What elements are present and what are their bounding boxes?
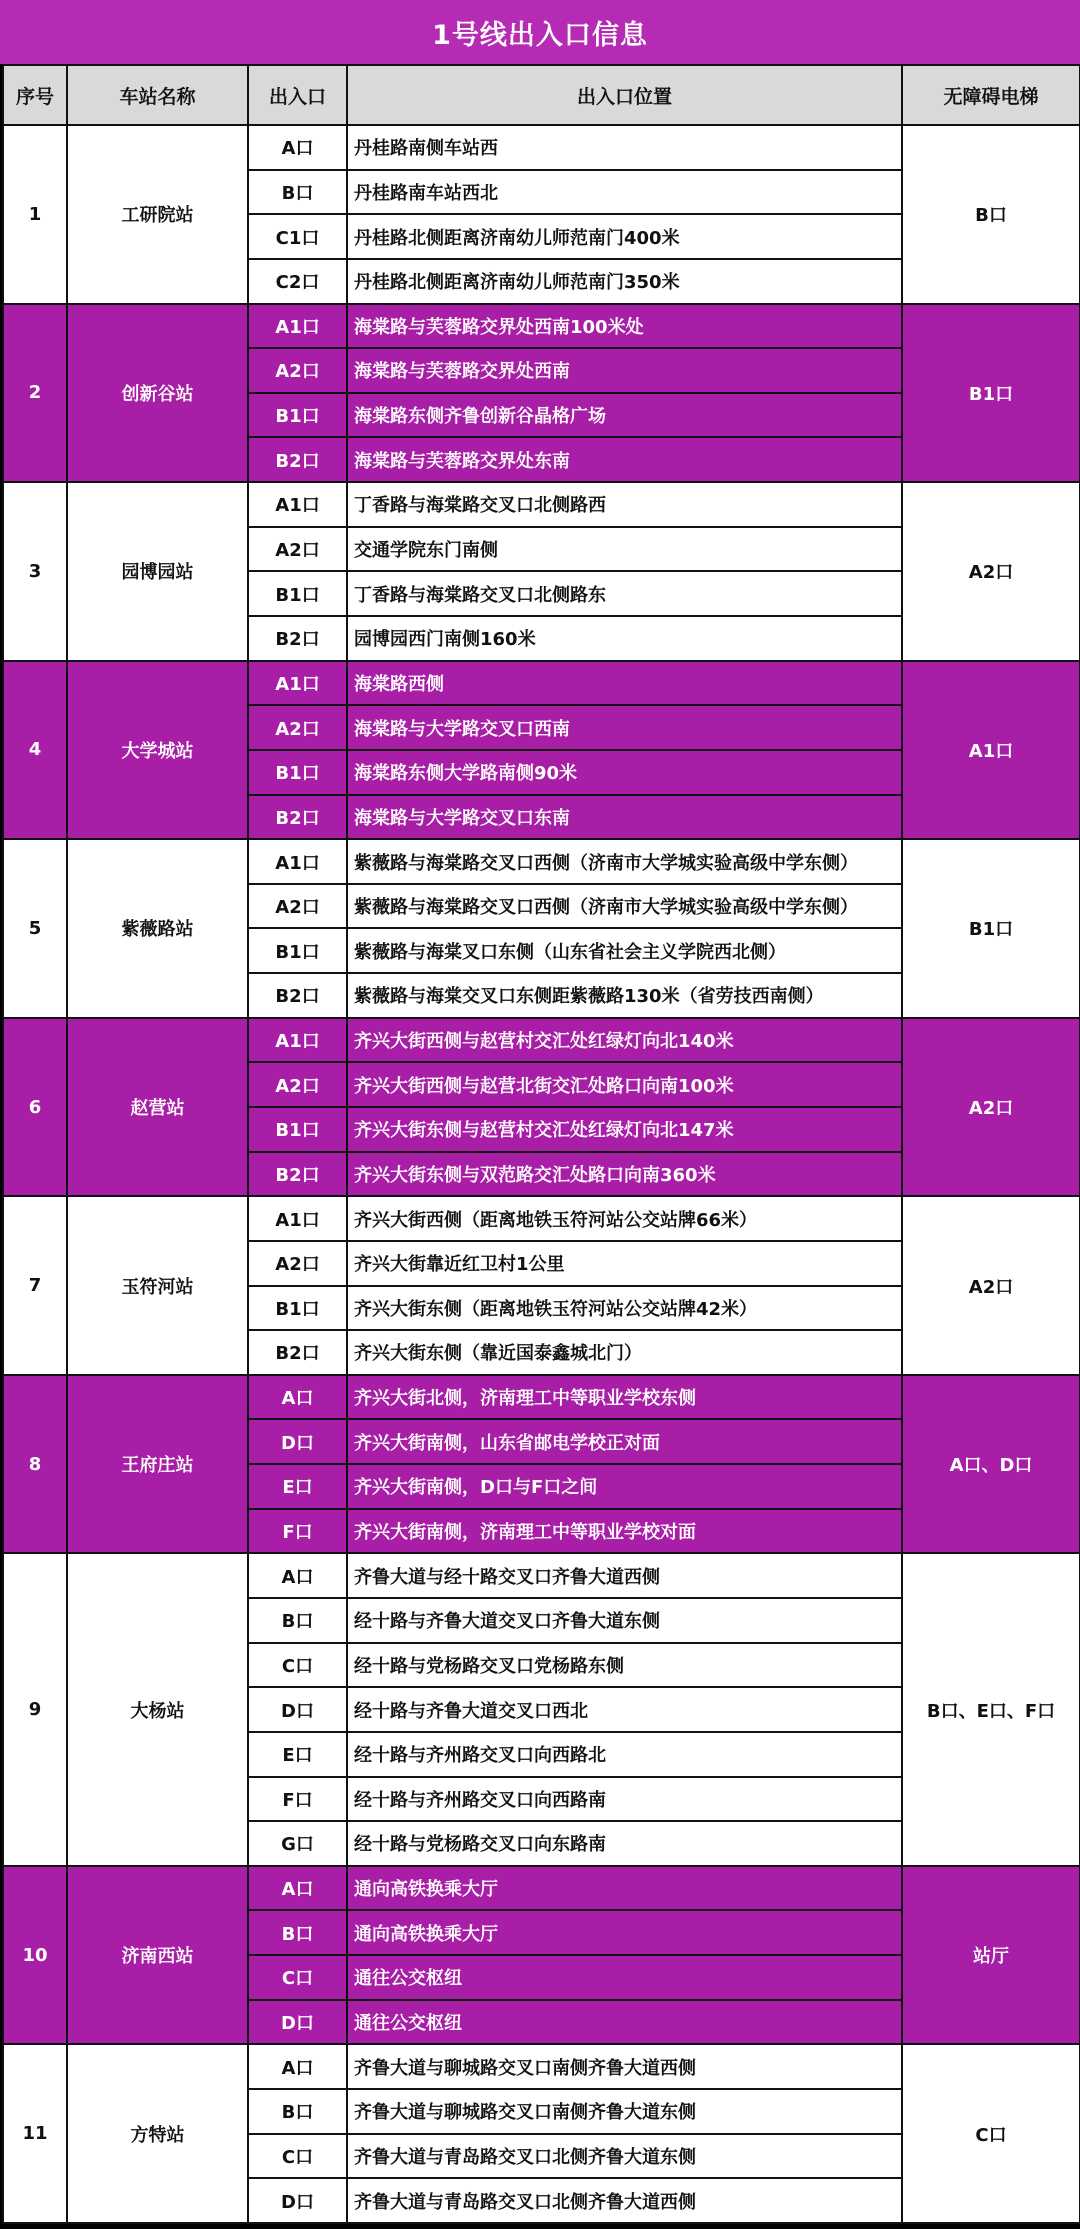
exit-location: 齐兴大街西侧（距离地铁玉符河站公交站牌66米） [347, 1196, 902, 1241]
exit-location: 海棠路东侧齐鲁创新谷晶格广场 [347, 393, 902, 438]
exit-id: B口 [248, 1910, 347, 1955]
exit-id: A2口 [248, 1062, 347, 1107]
exit-id: D口 [248, 1687, 347, 1732]
exit-id: B2口 [248, 437, 347, 482]
exit-location: 齐兴大街东侧（距离地铁玉符河站公交站牌42米） [347, 1286, 902, 1331]
exit-location: 交通学院东门南侧 [347, 527, 902, 572]
exit-id: A2口 [248, 348, 347, 393]
exit-id: A1口 [248, 661, 347, 706]
exit-location: 海棠路东侧大学路南侧90米 [347, 750, 902, 795]
station-name: 赵营站 [67, 1018, 248, 1197]
page-title: 1号线出入口信息 [0, 0, 1080, 64]
station-name: 王府庄站 [67, 1375, 248, 1554]
exit-location: 齐兴大街西侧与赵营北街交汇处路口向南100米 [347, 1062, 902, 1107]
exit-location: 海棠路与大学路交叉口东南 [347, 795, 902, 840]
exit-location: 通向高铁换乘大厅 [347, 1910, 902, 1955]
exit-id: C1口 [248, 214, 347, 259]
exit-id: D口 [248, 2000, 347, 2045]
station-no: 8 [3, 1375, 67, 1554]
exit-location: 经十路与齐鲁大道交叉口西北 [347, 1687, 902, 1732]
exit-id: B2口 [248, 1330, 347, 1375]
exit-id: F口 [248, 1777, 347, 1822]
table-row [3, 1866, 1080, 1911]
exit-id: A口 [248, 1375, 347, 1420]
header-exit: 出入口 [248, 65, 347, 125]
table-row [3, 2044, 1080, 2089]
station-group [3, 1018, 1080, 1197]
exit-id: B2口 [248, 795, 347, 840]
station-name: 方特站 [67, 2044, 248, 2223]
station-no: 10 [3, 1866, 67, 2045]
elevator-exit: 站厅 [902, 1866, 1080, 2045]
table-row [3, 839, 1080, 884]
exit-id: A2口 [248, 527, 347, 572]
station-group [3, 2044, 1080, 2223]
exit-location: 紫薇路与海棠交叉口东侧距紫薇路130米（省劳技西南侧） [347, 973, 902, 1018]
exit-id: A1口 [248, 1018, 347, 1063]
exit-location: 紫薇路与海棠路交叉口西侧（济南市大学城实验高级中学东侧） [347, 839, 902, 884]
exit-location: 通往公交枢纽 [347, 2000, 902, 2045]
exit-id: A2口 [248, 705, 347, 750]
header-no: 序号 [3, 65, 67, 125]
exit-id: C口 [248, 1955, 347, 2000]
station-group [3, 661, 1080, 840]
station-group [3, 839, 1080, 1018]
exit-id: B1口 [248, 750, 347, 795]
exit-location: 齐兴大街东侧（靠近国泰鑫城北门） [347, 1330, 902, 1375]
exit-id: B口 [248, 170, 347, 215]
station-group [3, 304, 1080, 483]
station-no: 7 [3, 1196, 67, 1375]
station-group [3, 1375, 1080, 1554]
table-row [3, 661, 1080, 706]
exit-location: 紫薇路与海棠路交叉口西侧（济南市大学城实验高级中学东侧） [347, 884, 902, 929]
exit-location: 齐兴大街南侧，D口与F口之间 [347, 1464, 902, 1509]
table-row [3, 1553, 1080, 1598]
exit-location: 齐兴大街西侧与赵营村交汇处红绿灯向北140米 [347, 1018, 902, 1063]
exit-id: C2口 [248, 259, 347, 304]
exit-location: 经十路与齐州路交叉口向西路南 [347, 1777, 902, 1822]
station-name: 大杨站 [67, 1553, 248, 1865]
exit-location: 园博园西门南侧160米 [347, 616, 902, 661]
exit-id: B2口 [248, 616, 347, 661]
station-no: 11 [3, 2044, 67, 2223]
station-no: 4 [3, 661, 67, 840]
elevator-exit: A口、D口 [902, 1375, 1080, 1554]
exit-location: 通往公交枢纽 [347, 1955, 902, 2000]
table-row [3, 304, 1080, 349]
table-container [0, 64, 1080, 2229]
station-group [3, 125, 1080, 304]
station-name: 济南西站 [67, 1866, 248, 2045]
table-row [3, 125, 1080, 170]
exit-id: A2口 [248, 1241, 347, 1286]
exit-location: 齐兴大街靠近红卫村1公里 [347, 1241, 902, 1286]
exit-id: G口 [248, 1821, 347, 1866]
station-name: 紫薇路站 [67, 839, 248, 1018]
exit-location: 齐兴大街东侧与赵营村交汇处红绿灯向北147米 [347, 1107, 902, 1152]
elevator-exit: A2口 [902, 1196, 1080, 1375]
station-no: 3 [3, 482, 67, 661]
exit-location: 丁香路与海棠路交叉口北侧路西 [347, 482, 902, 527]
exit-location: 紫薇路与海棠叉口东侧（山东省社会主义学院西北侧） [347, 928, 902, 973]
exit-location: 经十路与齐鲁大道交叉口齐鲁大道东侧 [347, 1598, 902, 1643]
station-group [3, 1866, 1080, 2045]
elevator-exit: B口 [902, 125, 1080, 304]
exit-id: B1口 [248, 1286, 347, 1331]
exit-id: A2口 [248, 884, 347, 929]
exit-location: 齐鲁大道与聊城路交叉口南侧齐鲁大道东侧 [347, 2089, 902, 2134]
exit-location: 齐兴大街东侧与双范路交汇处路口向南360米 [347, 1152, 902, 1197]
exit-location: 经十路与党杨路交叉口向东路南 [347, 1821, 902, 1866]
elevator-exit: A1口 [902, 661, 1080, 840]
exit-id: B1口 [248, 928, 347, 973]
elevator-exit: B1口 [902, 304, 1080, 483]
station-name: 创新谷站 [67, 304, 248, 483]
exit-id: A1口 [248, 1196, 347, 1241]
table-row [3, 1375, 1080, 1420]
exit-id: A口 [248, 1553, 347, 1598]
elevator-exit: A2口 [902, 482, 1080, 661]
exit-id: A口 [248, 2044, 347, 2089]
elevator-exit: A2口 [902, 1018, 1080, 1197]
exit-location: 海棠路与芙蓉路交界处东南 [347, 437, 902, 482]
exit-location: 经十路与党杨路交叉口党杨路东侧 [347, 1643, 902, 1688]
exit-location: 海棠路与芙蓉路交界处西南100米处 [347, 304, 902, 349]
elevator-exit: B1口 [902, 839, 1080, 1018]
station-name: 玉符河站 [67, 1196, 248, 1375]
exit-id: C口 [248, 2134, 347, 2179]
exit-info-table [2, 64, 1080, 2224]
exit-location: 齐兴大街南侧，济南理工中等职业学校对面 [347, 1509, 902, 1554]
exit-id: B口 [248, 2089, 347, 2134]
exit-id: A口 [248, 1866, 347, 1911]
station-name: 园博园站 [67, 482, 248, 661]
exit-location: 海棠路西侧 [347, 661, 902, 706]
exit-location: 齐鲁大道与青岛路交叉口北侧齐鲁大道西侧 [347, 2178, 902, 2223]
station-no: 9 [3, 1553, 67, 1865]
header-elevator: 无障碍电梯 [902, 65, 1080, 125]
exit-id: F口 [248, 1509, 347, 1554]
exit-location: 齐兴大街北侧，济南理工中等职业学校东侧 [347, 1375, 902, 1420]
exit-id: D口 [248, 1419, 347, 1464]
exit-id: B1口 [248, 393, 347, 438]
exit-id: D口 [248, 2178, 347, 2223]
exit-id: A1口 [248, 839, 347, 884]
table-row [3, 482, 1080, 527]
exit-id: A1口 [248, 482, 347, 527]
header-exit-location: 出入口位置 [347, 65, 902, 125]
exit-location: 海棠路与芙蓉路交界处西南 [347, 348, 902, 393]
exit-id: B口 [248, 1598, 347, 1643]
exit-id: E口 [248, 1464, 347, 1509]
elevator-exit: B口、E口、F口 [902, 1553, 1080, 1865]
station-group [3, 1553, 1080, 1865]
header-station-name: 车站名称 [67, 65, 248, 125]
exit-id: A1口 [248, 304, 347, 349]
exit-location: 齐鲁大道与聊城路交叉口南侧齐鲁大道西侧 [347, 2044, 902, 2089]
exit-location: 丹桂路南车站西北 [347, 170, 902, 215]
exit-location: 经十路与齐州路交叉口向西路北 [347, 1732, 902, 1777]
station-name: 大学城站 [67, 661, 248, 840]
station-name: 工研院站 [67, 125, 248, 304]
exit-id: B1口 [248, 1107, 347, 1152]
exit-id: A口 [248, 125, 347, 170]
exit-location: 丁香路与海棠路交叉口北侧路东 [347, 571, 902, 616]
exit-id: B2口 [248, 973, 347, 1018]
exit-location: 齐鲁大道与经十路交叉口齐鲁大道西侧 [347, 1553, 902, 1598]
header-row [3, 65, 1080, 125]
exit-id: C口 [248, 1643, 347, 1688]
exit-location: 丹桂路北侧距离济南幼儿师范南门350米 [347, 259, 902, 304]
station-group [3, 1196, 1080, 1375]
elevator-exit: C口 [902, 2044, 1080, 2223]
exit-location: 丹桂路北侧距离济南幼儿师范南门400米 [347, 214, 902, 259]
exit-location: 丹桂路南侧车站西 [347, 125, 902, 170]
table-row [3, 1018, 1080, 1063]
table-row [3, 1196, 1080, 1241]
exit-id: B2口 [248, 1152, 347, 1197]
exit-location: 齐鲁大道与青岛路交叉口北侧齐鲁大道东侧 [347, 2134, 902, 2179]
exit-location: 齐兴大街南侧，山东省邮电学校正对面 [347, 1419, 902, 1464]
station-no: 1 [3, 125, 67, 304]
station-no: 2 [3, 304, 67, 483]
station-group [3, 482, 1080, 661]
exit-id: B1口 [248, 571, 347, 616]
station-no: 6 [3, 1018, 67, 1197]
station-no: 5 [3, 839, 67, 1018]
exit-location: 海棠路与大学路交叉口西南 [347, 705, 902, 750]
exit-location: 通向高铁换乘大厅 [347, 1866, 902, 1911]
exit-id: E口 [248, 1732, 347, 1777]
